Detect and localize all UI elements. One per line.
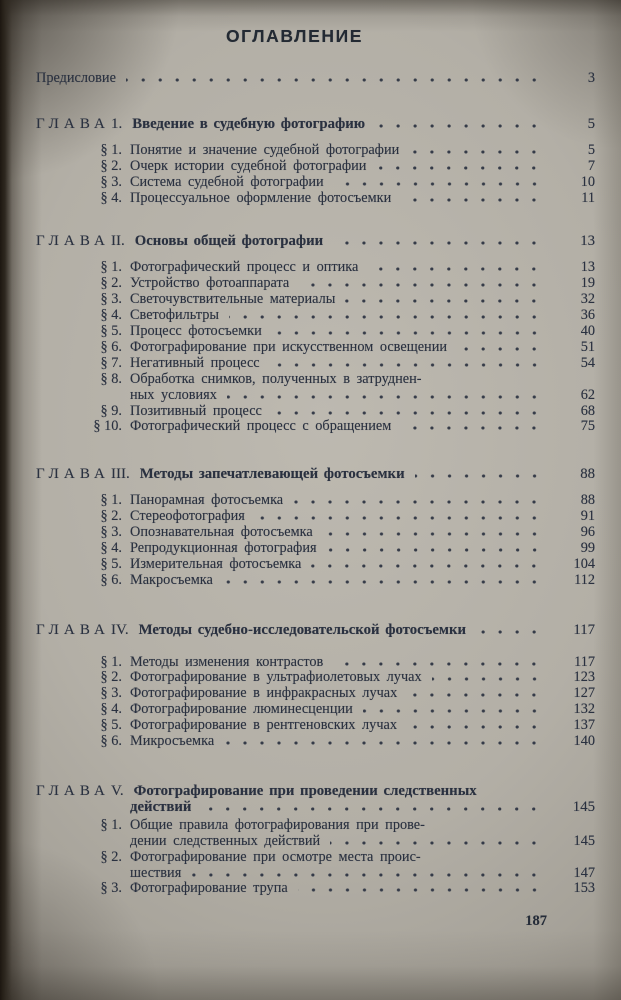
page-ref: 54 xyxy=(580,354,595,371)
toc-entry xyxy=(86,308,595,324)
toc-entry-preface xyxy=(36,71,595,87)
page-ref: 104 xyxy=(573,555,595,572)
page-ref: 10 xyxy=(580,173,595,190)
section-number: § 8. xyxy=(100,370,122,387)
chapter-heading xyxy=(36,117,595,133)
page-ref: 5 xyxy=(587,115,595,132)
toc-entry xyxy=(86,557,595,573)
page-ref: 117 xyxy=(573,621,595,638)
page-ref: 127 xyxy=(573,685,595,702)
page-ref: 40 xyxy=(580,322,595,339)
entry-label: Система судебной фотографии xyxy=(130,173,324,190)
section-number: § 5. xyxy=(100,717,122,734)
entry-label: Фотографирование при осмотре места проис- xyxy=(130,848,421,865)
entry-label: Панорамная фотосъемка xyxy=(130,492,284,509)
page-ref: 88 xyxy=(580,466,595,483)
chapter-block-3 xyxy=(36,467,595,588)
entry-label: Фотографический процесс и оптика xyxy=(130,259,359,276)
toc-entry xyxy=(86,670,595,686)
chapter-heading xyxy=(36,467,595,483)
toc-entry xyxy=(86,143,595,159)
dot-leader xyxy=(345,299,549,303)
dot-leader xyxy=(327,548,549,552)
entry-label: Общие правила фотографирования при прове- xyxy=(130,816,425,833)
dot-leader xyxy=(363,709,549,713)
folio-page-number: 187 xyxy=(525,913,547,930)
page-ref: 145 xyxy=(572,798,595,815)
section-number: § 4. xyxy=(100,307,122,324)
dot-leader xyxy=(401,198,549,202)
chapter-title: Основы общей фотографии xyxy=(134,233,324,250)
entry-label: Обработка снимков, полученных в затруднен- xyxy=(130,370,422,387)
page-ref: 3 xyxy=(587,70,595,86)
chapter-label: ГЛАВА xyxy=(36,233,110,250)
section-number: § 9. xyxy=(100,402,122,419)
entry-label: Фотографирование трупа xyxy=(130,880,288,897)
dot-leader xyxy=(415,474,549,478)
chapter-heading xyxy=(36,623,595,639)
toc-entry xyxy=(86,573,595,589)
chapter-title: Методы запечатлевающей фотосъемки xyxy=(139,466,405,483)
dot-leader xyxy=(223,580,549,584)
toc-entry xyxy=(86,404,595,420)
dot-leader xyxy=(191,873,549,877)
toc-entry-continuation xyxy=(86,866,595,882)
toc-entry-continuation xyxy=(86,834,595,850)
section-number: § 7. xyxy=(100,354,122,371)
section-number: § 2. xyxy=(100,669,122,686)
entry-label: Светочувствительные материалы xyxy=(130,291,336,308)
section-number: § 4. xyxy=(100,189,122,206)
dot-leader xyxy=(311,564,549,568)
dot-leader xyxy=(323,532,549,536)
chapter-numeral: IV. xyxy=(110,621,129,638)
page-ref: 112 xyxy=(574,571,595,588)
toc-entry-continuation xyxy=(86,388,595,404)
dot-leader xyxy=(255,516,549,520)
entry-label: ных условиях xyxy=(130,386,217,403)
page-ref: 88 xyxy=(580,492,595,509)
toc-entry xyxy=(86,686,595,702)
chapter-heading xyxy=(36,234,595,250)
toc-entry xyxy=(86,525,595,541)
dot-leader xyxy=(409,150,549,154)
entry-label: Процесс фотосъемки xyxy=(130,322,262,339)
section-number: § 4. xyxy=(100,539,122,556)
page-ref: 13 xyxy=(580,233,595,250)
page-ref: 32 xyxy=(580,291,595,308)
dot-leader xyxy=(407,693,549,697)
chapter-title: действий xyxy=(130,798,192,815)
section-number: § 2. xyxy=(100,848,122,865)
chapter-sections xyxy=(36,143,595,207)
dot-leader xyxy=(333,241,549,245)
entry-label: Светофильтры xyxy=(130,307,219,324)
chapter-heading xyxy=(36,784,595,800)
dot-leader xyxy=(330,841,549,845)
chapter-sections xyxy=(36,260,595,435)
entry-label: Фотографический процесс с обращением xyxy=(130,418,392,435)
section-number: § 5. xyxy=(100,322,122,339)
entry-label: Репродукционная фотография xyxy=(130,539,317,556)
section-number: § 1. xyxy=(100,816,122,833)
page-ref: 145 xyxy=(573,832,595,849)
dot-leader xyxy=(224,741,549,745)
dot-leader xyxy=(368,267,549,271)
entry-label: Опознавательная фотосъемка xyxy=(130,524,313,541)
section-number: § 2. xyxy=(100,508,122,525)
section-number: § 3. xyxy=(100,291,122,308)
chapter-block-4 xyxy=(36,623,595,750)
dot-leader xyxy=(333,662,549,666)
entry-label: Фотографирование при искусственном освещении xyxy=(130,338,447,355)
section-number: § 3. xyxy=(100,880,122,897)
dot-leader xyxy=(334,182,549,186)
chapter-sections xyxy=(36,818,595,898)
page-ref: 147 xyxy=(573,864,595,881)
entry-label: Измерительная фотосъемка xyxy=(130,555,302,572)
toc-entry xyxy=(86,541,595,557)
entry-label: Фотографирование люминесценции xyxy=(130,701,353,718)
page-ref: 36 xyxy=(580,307,595,324)
page-ref: 68 xyxy=(580,402,595,419)
toc-entry xyxy=(86,191,595,207)
page-ref: 137 xyxy=(573,717,595,734)
dot-leader xyxy=(375,124,549,128)
entry-label: Предисловие xyxy=(36,70,116,86)
entry-label: Микросъемка xyxy=(130,733,215,750)
section-number: § 1. xyxy=(100,492,122,509)
chapter-block-2 xyxy=(36,234,595,435)
dot-leader xyxy=(476,630,549,634)
dot-leader xyxy=(376,166,549,170)
entry-label: Фотографирование в рентгеновских лучах xyxy=(130,717,397,734)
entry-label: Макросъемка xyxy=(130,571,213,588)
page-ref: 13 xyxy=(580,259,595,276)
toc-entry xyxy=(86,276,595,292)
entry-label: Устройство фотоаппарата xyxy=(130,275,290,292)
toc-entry xyxy=(86,734,595,750)
chapter-numeral: 1. xyxy=(110,115,123,132)
section-number: § 3. xyxy=(100,524,122,541)
toc-entry xyxy=(86,493,595,509)
section-number: § 3. xyxy=(100,685,122,702)
entry-label: Очерк истории судебной фотографии xyxy=(130,157,367,174)
page-ref: 99 xyxy=(580,539,595,556)
chapter-heading-continuation xyxy=(36,800,595,816)
page-ref: 96 xyxy=(580,524,595,541)
section-number: § 1. xyxy=(100,141,122,158)
toc-entry xyxy=(86,881,595,897)
page-ref: 7 xyxy=(587,157,595,174)
entry-label: Позитивный процесс xyxy=(130,402,262,419)
dot-leader xyxy=(272,411,549,415)
chapter-title: Введение в судебную фотографию xyxy=(132,115,366,132)
section-number: § 1. xyxy=(100,259,122,276)
toc-entry xyxy=(86,509,595,525)
page-ref: 19 xyxy=(580,275,595,292)
toc-entry xyxy=(86,340,595,356)
dot-leader xyxy=(407,725,549,729)
entry-label: Фотографирование в ультрафиолетовых лучах xyxy=(130,669,422,686)
page-ref: 75 xyxy=(580,418,595,435)
chapter-block-5 xyxy=(36,784,595,897)
entry-label: Стереофотография xyxy=(130,508,245,525)
toc-entry xyxy=(86,292,595,308)
page-ref: 62 xyxy=(580,386,595,403)
dot-leader xyxy=(299,283,549,287)
page-ref: 117 xyxy=(574,653,595,670)
chapter-numeral: II. xyxy=(110,233,125,250)
section-number: § 1. xyxy=(100,653,122,670)
toc-entry xyxy=(86,356,595,372)
entry-label: шествия xyxy=(130,864,182,881)
entry-label: Негативный процесс xyxy=(130,354,260,371)
dot-leader xyxy=(270,363,549,367)
entry-label: Методы изменения контрастов xyxy=(130,653,324,670)
section-number: § 10. xyxy=(93,418,122,435)
chapter-label: ГЛАВА xyxy=(36,783,110,799)
page-ref: 140 xyxy=(573,733,595,750)
chapter-numeral: III. xyxy=(110,466,130,483)
dot-leader xyxy=(457,347,549,351)
toc-entry xyxy=(86,702,595,718)
section-number: § 5. xyxy=(100,555,122,572)
page-ref: 132 xyxy=(573,701,595,718)
chapter-title: Методы судебно-исследовательской фотосъемки xyxy=(138,621,467,638)
section-number: § 6. xyxy=(100,338,122,355)
chapter-block-1 xyxy=(36,117,595,207)
dot-leader xyxy=(293,500,549,504)
section-number: § 6. xyxy=(100,571,122,588)
entry-label: дении следственных действий xyxy=(130,832,321,849)
dot-leader xyxy=(227,395,549,399)
section-number: § 4. xyxy=(100,701,122,718)
toc-entry xyxy=(86,818,595,834)
toc-entry xyxy=(86,718,595,734)
toc-entry xyxy=(86,419,595,435)
chapter-title: Фотографирование при проведении следственных xyxy=(133,783,477,799)
dot-leader xyxy=(201,807,549,811)
page-ref: 5 xyxy=(587,141,595,158)
page-ref: 51 xyxy=(580,338,595,355)
section-number: § 3. xyxy=(100,173,122,190)
toc-entry xyxy=(86,655,595,671)
chapter-label: ГЛАВА xyxy=(36,621,110,638)
toc-entry xyxy=(86,324,595,340)
page-ref: 123 xyxy=(573,669,595,686)
chapter-sections xyxy=(36,493,595,588)
chapter-sections xyxy=(36,655,595,750)
toc-entry xyxy=(86,159,595,175)
toc-entry xyxy=(86,850,595,866)
entry-label: Фотографирование в инфракрасных лучах xyxy=(130,685,398,702)
page-ref: 91 xyxy=(580,508,595,525)
chapter-label: ГЛАВА xyxy=(36,466,110,483)
page-ref: 11 xyxy=(581,189,595,206)
dot-leader xyxy=(298,888,549,892)
dot-leader xyxy=(126,78,549,82)
toc-entry xyxy=(86,260,595,276)
dot-leader xyxy=(401,426,549,430)
section-number: § 6. xyxy=(100,733,122,750)
chapter-numeral: V. xyxy=(110,783,124,799)
entry-label: Понятие и значение судебной фотографии xyxy=(130,141,400,158)
page-title: ОГЛАВЛЕНИЕ xyxy=(225,26,364,46)
chapter-label: ГЛАВА xyxy=(36,115,110,132)
entry-label: Процессуальное оформление фотосъемки xyxy=(130,189,392,206)
section-number: § 2. xyxy=(100,275,122,292)
dot-leader xyxy=(229,315,549,319)
toc-entry xyxy=(86,175,595,191)
toc-entry xyxy=(86,372,595,388)
page-ref: 153 xyxy=(573,880,595,897)
dot-leader xyxy=(432,677,549,681)
section-number: § 2. xyxy=(100,157,122,174)
dot-leader xyxy=(272,331,549,335)
